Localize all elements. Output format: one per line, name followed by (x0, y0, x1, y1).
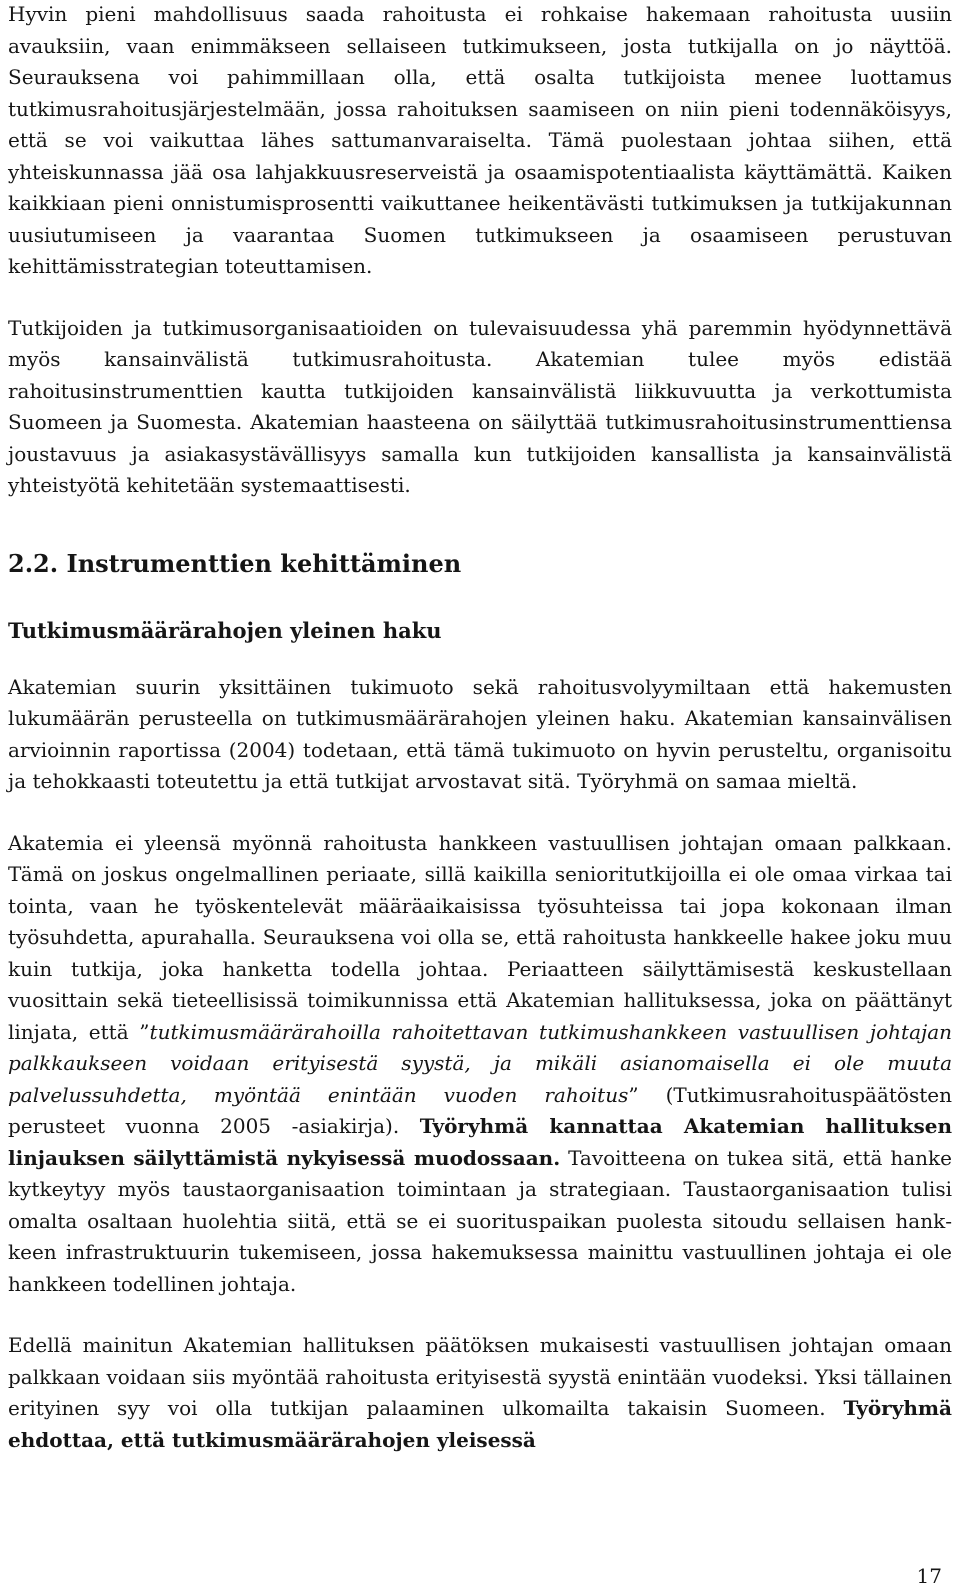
section-heading: 2.2. Instrumenttien kehittäminen (8, 548, 462, 578)
document-page (8, 0, 952, 1456)
working-group-recommendation: Työryhmä kannattaa Akatemian hallituksen linjauksen säilyttämistä nykyisessä muodossaan. (8, 1114, 952, 1170)
paragraph-pi-salary (8, 828, 952, 1301)
board-decision-quote: tutkimusmäärärahoilla rahoitettavan tutkimushankkeen vastuullisen johtajan palkkaukseen voidaan erityisestä syystä, ja mikäli asianomaisella ei ole muuta palvelussuhdetta, myöntää enintään vuoden rahoitus (8, 1019, 952, 1107)
paragraph-general-call: Akatemian suurin yksittäinen tukimuoto sekä rahoitusvolyymiltaan että hakemusten lukumäärän perusteella on tutkimusmäärärahojen yleinen haku. Akatemian kansainvälisen arvioinnin raportissa (2004) todetaan, että tämä tukimuoto on hyvin perusteltu, organisoitu ja tehokkaasti toteutettu ja että tutkijat arvostavat sitä. Työryhmä on samaa mieltä. (8, 674, 952, 793)
pi-salary-text-end: Tavoitteena on tukea sitä, että hanke kytkeytyy myös taustaorganisaation toimintaan ja strategiaan. Taustaorganisaation tulisi omalta osaltaan huolehtia siitä, että se ei suorituspaikan puolesta sitoudu sellaisen hankkeen infrastruktuurin tukemiseen, jossa hakemuksessa mainittu vastuullinen johtaja ei ole hankkeen todellinen johtaja. (8, 1145, 952, 1296)
pi-salary-text-mid: ” (Tutkimusrahoituspäätösten perusteet vuonna 2005 -asiakirja). (8, 1082, 952, 1138)
working-group-proposal: Työryhmä ehdottaa, että tutkimusmäärärahojen yleisessä (8, 1396, 952, 1452)
pi-salary-text-start: Akatemia ei yleensä myönnä rahoitusta hankkeen vastuullisen johtajan omaan palkkaan. Tämä on joskus ongelmallinen periaate, sillä kaikilla senioritutkijoilla ei ole omaa virkaa tai tointa, vaan he työskentelevät määräaikaisissa työsuhteissa tai jopa kokonaan ilman työsuhdetta, apurahalla. Seurauksena voi olla se, että rahoitusta hankkeelle hakee joku muu kuin tutkija, joka hanketta todella johtaa. Periaatteen säilyttämisestä keskustellaan vuosittain sekä tieteellisissä toimikunnissa että Akatemian hallituksessa, joka on päättänyt linjata, että ” (8, 830, 952, 1044)
salary-decision-text: Edellä mainitun Akatemian hallituksen päätöksen mukaisesti vastuullisen johtajan omaan palkkaan voidaan siis myöntää rahoitusta erityisestä syystä enintään vuodeksi. Yksi tällainen erityinen syy voi olla tutkijan palaaminen ulkomailta takaisin Suomeen. (8, 1333, 952, 1420)
subsection-heading: Tutkimusmäärärahojen yleinen haku (8, 617, 442, 643)
paragraph-international-funding: Tutkijoiden ja tutkimusorganisaatioiden on tulevaisuudessa yhä paremmin hyödynnettävä myös kansainvälistä tutkimusrahoitusta. Akatemian tulee myös edistää rahoitusinstrumenttien kautta tutkijoiden kansainvälistä liikkuvuutta ja verkottumista Suomeen ja Suomesta. Akatemian haasteena on säilyttää tutkimusrahoitusinstrumenttiensa joustavuus ja asiakasystävällisyys samalla kun tutkijoiden kansallista ja kansainvälistä yhteistyötä kehitetään systemaattisesti. (8, 315, 952, 497)
page-number: 17 (916, 1564, 942, 1588)
paragraph-salary-decision (8, 1330, 952, 1456)
paragraph-funding-probability: Hyvin pieni mahdollisuus saada rahoitusta ei rohkaise hakemaan rahoitusta uusiin avauksiin, vaan enimmäkseen sellaiseen tutkimukseen, josta tutkijalla on jo näyttöä. Seurauksena voi pahimmillaan olla, että osalta tutkijoista menee luottamus tutkimusrahoitusjärjestelmään, jossa rahoituksen saamiseen on niin pieni todennäköisyys, että se voi vaikuttaa lähes sattumanvaraiselta. Tämä puolestaan johtaa siihen, että yhteiskunnassa jää osa lahjakkuusreserveistä ja osaamispotentiaalista käyttämättä. Kaiken kaikkiaan pieni onnistumisprosentti vaikuttanee heikentävästi tutkimuksen ja tutkijakunnan uusiutumiseen ja vaarantaa Suomen tutkimukseen ja osaamiseen perustuvan kehittämisstrategian toteuttamisen. (8, 2, 952, 278)
